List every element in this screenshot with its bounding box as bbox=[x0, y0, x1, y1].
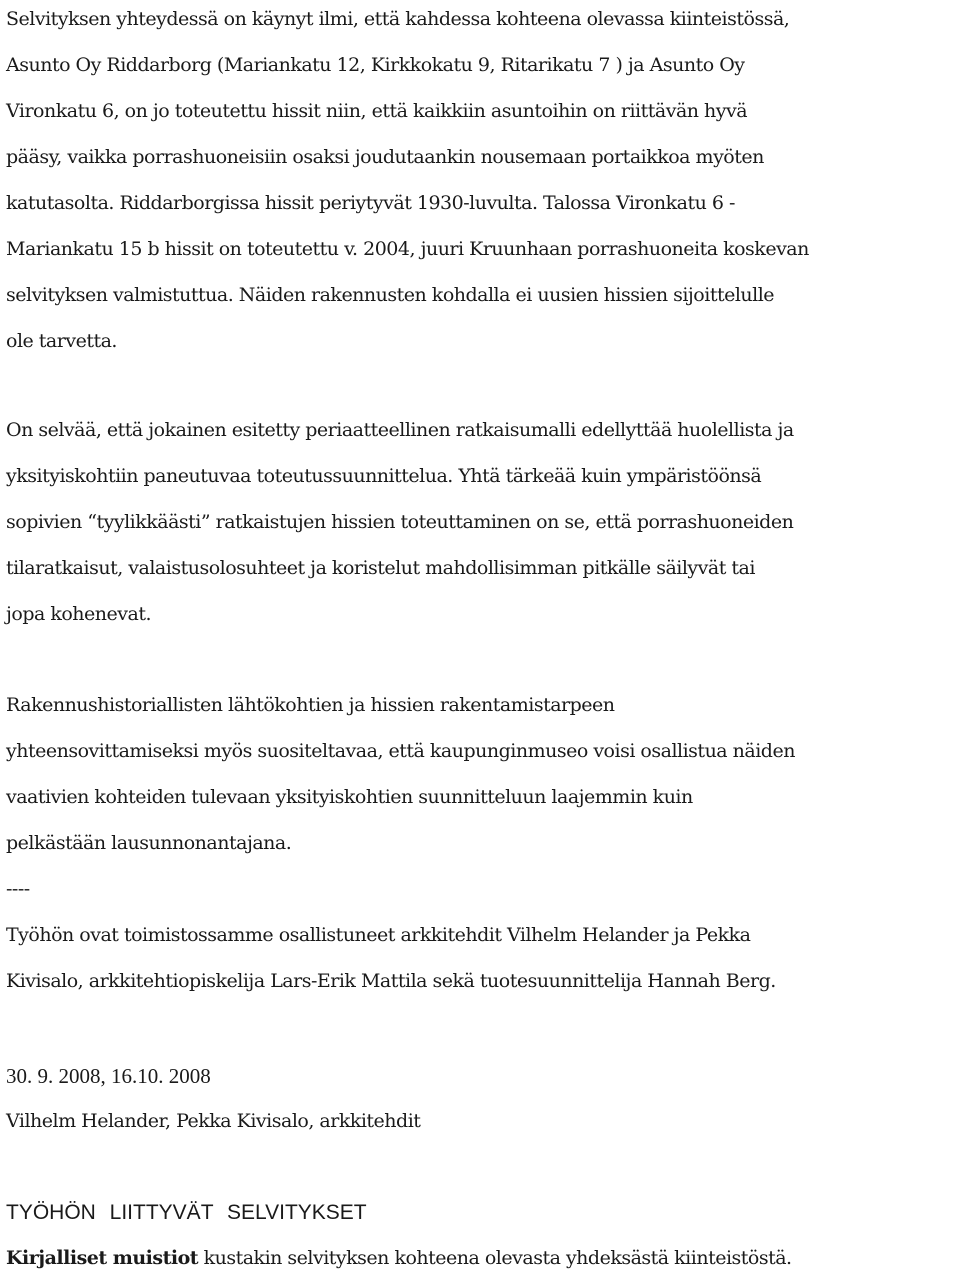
paragraph-city-museum bbox=[6, 682, 958, 1004]
final-statement-text: kustakin selvityksen kohteena olevasta yhdeksästä kiinteistöstä. bbox=[198, 1247, 792, 1269]
text-line: Vironkatu 6, on jo toteutettu hissit niin, että kaikkiin asuntoihin on riittävän hyvä bbox=[6, 100, 748, 122]
paragraph-implementation-planning bbox=[6, 407, 958, 637]
text-line: Selvityksen yhteydessä on käynyt ilmi, että kahdessa kohteena olevassa kiinteistössä, bbox=[6, 8, 790, 30]
text-line: yksityiskohtiin paneutuvaa toteutussuunnittelua. Yhtä tärkeää kuin ympäristöönsä bbox=[6, 465, 762, 487]
text-line: vaativien kohteiden tulevaan yksityiskohtien suunnitteluun laajemmin kuin bbox=[6, 786, 693, 808]
text-line: Mariankatu 15 b hissit on toteutettu v. 2004, juuri Kruunhaan porrashuoneita koskevan bbox=[6, 238, 809, 260]
text-line: tilaratkaisut, valaistusolosuhteet ja koristelut mahdollisimman pitkälle säilyvät tai bbox=[6, 557, 755, 579]
text-line: Kivisalo, arkkitehtiopiskelija Lars-Erik Mattila sekä tuotesuunnittelija Hannah Berg. bbox=[6, 970, 776, 992]
text-line: selvityksen valmistuttua. Näiden rakennusten kohdalla ei uusien hissien sijoittelulle bbox=[6, 284, 775, 306]
text-line: pelkästään lausunnonantajana. bbox=[6, 832, 292, 854]
text-line: Rakennushistoriallisten lähtökohtien ja hissien rakentamistarpeen bbox=[6, 694, 615, 716]
text-line: pääsy, vaikka porrashuoneisiin osaksi joudutaankin nousemaan portaikkoa myöten bbox=[6, 146, 764, 168]
text-line: yhteensovittamiseksi myös suositeltavaa, että kaupunginmuseo voisi osallistua näiden bbox=[6, 740, 795, 762]
bold-lead-text: Kirjalliset muistiot bbox=[6, 1247, 199, 1269]
section-heading: TYÖHÖN LIITTYVÄT SELVITYKSET bbox=[6, 1201, 367, 1224]
text-line: katutasolta. Riddarborgissa hissit periytyvät 1930-luvulta. Talossa Vironkatu 6 - bbox=[6, 192, 735, 214]
text-line: sopivien “tyylikkäästi” ratkaistujen hissien toteuttaminen on se, että porrashuoneiden bbox=[6, 511, 794, 533]
date-line: 30. 9. 2008, 16.10. 2008 bbox=[6, 1064, 211, 1088]
text-line: Työhön ovat toimistossamme osallistuneet arkkitehdit Vilhelm Helander ja Pekka bbox=[6, 924, 751, 946]
final-statement bbox=[6, 1235, 958, 1281]
text-line: On selvää, että jokainen esitetty periaatteellinen ratkaisumalli edellyttää huolellista ja bbox=[6, 419, 794, 441]
text-line: Asunto Oy Riddarborg (Mariankatu 12, Kirkkokatu 9, Ritarikatu 7 ) ja Asunto Oy bbox=[6, 54, 745, 76]
separator-dashes: ---- bbox=[6, 878, 30, 900]
authors-signature-line: Vilhelm Helander, Pekka Kivisalo, arkkitehdit bbox=[6, 1110, 421, 1132]
text-line: ole tarvetta. bbox=[6, 330, 117, 352]
paragraph-elevators-existing bbox=[6, 0, 958, 364]
text-line: jopa kohenevat. bbox=[6, 603, 152, 625]
